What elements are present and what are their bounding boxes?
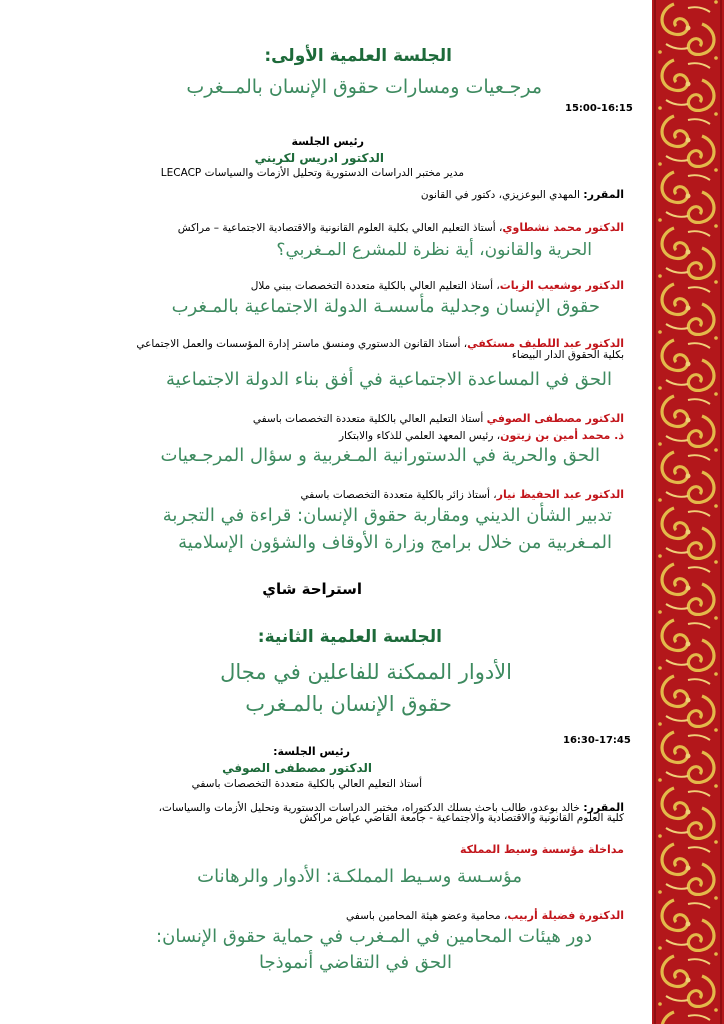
decorative-border: [652, 0, 724, 1024]
session2-chair-desc: أستاذ التعليم العالي بالكلية متعددة التخصصات باسفي: [191, 778, 422, 790]
talk-5-title-line2: المـغربية من خلال برامج وزارة الأوقاف والشؤون الإسلامية: [178, 532, 612, 553]
talk-speaker: الدكتور محمد نشطاوي: [502, 221, 624, 234]
talk-speaker: الدكتور مصطفى الصوفي: [486, 412, 624, 425]
talk-desc: أستاذ التعليم العالي بالكلية متعددة التخصصات باسفي: [252, 413, 487, 425]
session2-topic-line2: حقوق الإنسان بالمـغرب: [245, 692, 452, 716]
talk-1-title: الحرية والقانون، أية نظرة للمشرع المـغربي؟: [276, 240, 592, 260]
talk-desc: ، أستاذ التعليم العالي بالكلية متعددة التخصصات ببني ملال: [250, 280, 500, 292]
session2-title: الجلسة العلمية الثانية:: [257, 627, 442, 647]
rapporteur-label: المقرر:: [583, 801, 624, 814]
talk-desc: ، أستاذ زائر بالكلية متعددة التخصصات باسفي: [300, 489, 497, 501]
talk-speaker: الدكتور عبد اللطيف مستكفي: [467, 337, 624, 350]
ornament-pattern: [652, 0, 724, 1024]
talk-desc: ، أستاذ التعليم العالي بكلية العلوم القانونية والاقتصادية الاجتماعية – مراكش: [177, 222, 503, 234]
session2-chair-label: رئيس الجلسة:: [273, 745, 350, 758]
session1-rapporteur: [421, 183, 624, 202]
talk-1-speaker-line: [178, 216, 624, 235]
talk-desc: ، رئيس المعهد العلمي للذكاء والابتكار: [338, 430, 501, 442]
talk-7-title-line2: الحق في التقاضي أنموذجا: [258, 952, 452, 973]
talk-desc: ، محامية وعضو هيئة المحامين باسفي: [346, 910, 508, 922]
session2-chair-name: الدكتور مصطفى الصوفي: [222, 761, 372, 775]
rapporteur-text: المهدي البوعزيزي، دكتور في القانون: [420, 189, 584, 201]
talk-4-title: الحق والحرية في الدستورانية المـغربية و سؤال المرجـعيات: [160, 445, 600, 466]
talk-speaker: ذ. محمد أمين بن زيتون: [500, 429, 624, 442]
session1-time: 15:00-16:15: [565, 103, 633, 114]
talk-3-desc2: بكلية الحقوق الدار البيضاء: [511, 349, 624, 361]
talk-6-speaker: مداخلة مؤسسة وسيط المملكة: [459, 843, 624, 856]
session2-time: 16:30-17:45: [563, 735, 631, 746]
session1-title: الجلسة العلمية الأولى:: [264, 46, 452, 66]
talk-desc: ، أستاذ القانون الدستوري ومنسق ماستر إدارة المؤسسات والعمل الاجتماعي: [136, 338, 468, 350]
talk-speaker: الدكتورة فضيلة أربيب: [507, 909, 624, 922]
session1-chair-name: الدكتور ادريس لكريني: [254, 151, 384, 165]
session1-chair-label: رئيس الجلسة: [291, 135, 364, 148]
talk-7-speaker-line: [346, 904, 624, 923]
tea-break: استراحة شاي: [262, 580, 362, 598]
talk-5-title: تدبير الشأن الديني ومقاربة حقوق الإنسان: قراءة في التجربة: [162, 505, 612, 526]
session1-chair-desc: مدير مختبر الدراسات الدستورية وتحليل الأزمات والسياسات LECACP: [160, 167, 464, 179]
rapporteur-text: خالد بوعدو، طالب باحث بسلك الدكتوراه، مختبر الدراسات الدستورية وتحليل الأزمات والسياسات،: [158, 802, 584, 814]
talk-6-title: مؤسـسة وسـيط المملكـة: الأدوار والرهانات: [197, 866, 522, 887]
talk-3-title: الحق في المساعدة الاجتماعية في أفق بناء الدولة الاجتماعية: [165, 369, 612, 390]
talk-4-speaker2-line: [339, 424, 624, 443]
talk-speaker: الدكتور عبد الحفيظ نيار: [496, 488, 624, 501]
talk-7-title: دور هيئات المحامين في المـغرب في حماية حقوق الإنسان:: [156, 926, 592, 947]
talk-speaker: الدكتور بوشعيب الزيات: [499, 279, 624, 292]
rapporteur-label: المقرر:: [583, 188, 624, 201]
talk-5-speaker-line: [301, 483, 625, 502]
session2-topic-line1: الأدوار الممكنة للفاعلين في مجال: [220, 660, 512, 684]
session1-topic: مرجـعيات ومسارات حقوق الإنسان بالمــغرب: [186, 76, 542, 98]
talk-2-title: حقوق الإنسان وجدلية مأسسـة الدولة الاجتماعية بالمـغرب: [171, 296, 600, 317]
talk-2-speaker-line: [251, 274, 624, 293]
session2-rapporteur-line2: كلية العلوم القانونية والاقتصادية والاجتماعية - جامعة القاضي عياض مراكش: [299, 812, 624, 824]
